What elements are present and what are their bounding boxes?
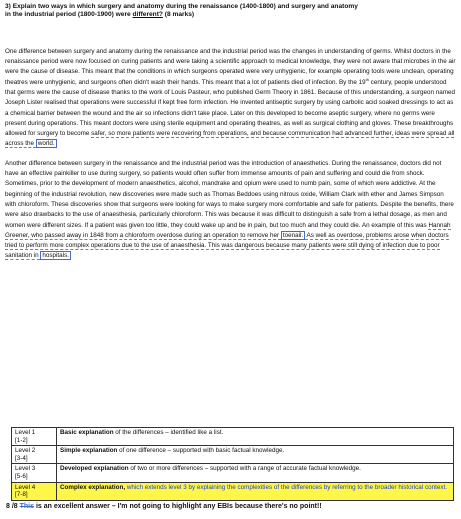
rubric-row-1 xyxy=(12,428,454,446)
rubric-level-label: Level 2 xyxy=(15,447,36,455)
rubric-descriptor-rest: of the differences – identified like a list. xyxy=(113,429,224,436)
rubric-level-cell xyxy=(12,446,57,464)
rubric-level-cell xyxy=(12,464,57,482)
para2-dashed-text-2: As well as overdose, problems arose when doctors tried to perform more complex operations due to the use of anaesthesia. This was dangerous because many patients were still dying of infection due to poor sanitation in xyxy=(5,231,449,260)
para1-dashed-text: safer, so more patients were recovering from operations, and because communication had advanced further, ideas were spread all across the xyxy=(5,130,455,148)
score: 8 /8 xyxy=(6,503,20,510)
rubric-descriptor-rest: of two or more differences – supported with a range of accurate factual knowledge. xyxy=(128,465,361,473)
rubric-description xyxy=(57,464,454,482)
rubric-description xyxy=(57,428,454,446)
rubric-row-4-highlighted xyxy=(12,482,454,500)
rubric-level-range: [3-4] xyxy=(15,454,28,462)
answer-paragraph-1 xyxy=(5,47,456,150)
feedback-text: is an excellent answer – I'm not going to highlight any EBIs because there's no point!! xyxy=(34,503,322,510)
para2-marked-word-hospitals: hospitals. xyxy=(42,252,69,260)
rubric-level-cell xyxy=(12,482,57,500)
rubric-level-range: [7-8] xyxy=(15,491,28,499)
question-emphasis: different? xyxy=(132,11,163,19)
struck-word: This xyxy=(19,503,35,510)
rubric-row-3 xyxy=(12,464,454,482)
rubric-level-cell xyxy=(12,428,57,446)
question-line-2: in the industrial period (1800-1900) were xyxy=(5,11,133,19)
rubric-level-range: [1-2] xyxy=(15,436,28,444)
rubric-descriptor-bold: Developed explanation xyxy=(60,465,129,473)
rubric-descriptor-bold: Basic explanation xyxy=(60,429,114,436)
rubric-descriptor-rest: of one difference – supported with basic factual knowledge. xyxy=(117,447,285,455)
rubric-level-label: Level 4 xyxy=(15,483,36,491)
para1-superscript: th xyxy=(365,76,369,82)
para2-text-a: Another difference between surgery in the renaissance and the industrial period was the introduction of anaesthetics. During the renaissance, doctors did not have an effective painkiller to use during surgery, so patients would often suffer from immense amounts of pain and suffering and could die from shock. Sometimes, prior to the development of modern anaesthetics, alcohol, mandrake and opium were used to numb pain, some of which were addictive. At the beginning of the industrial revolution, new discoveries were made such as Thomas Beddoes using nitrous oxide, William Clark with ether and James Simpson with chloroform. These discoveries show that surgeons were looking for ways to make surgery more comfortable and safe for patients. Despite the benefits, there were also drawbacks to the use of anaesthesia, particularly chloroform. This was because it was difficult to distinguish a safe from a lethal dosage, as men and women were different sizes. If a patient was given too little, they could wake up and be in pain, but too much and they could die. An example of this was xyxy=(5,159,454,229)
answer-paragraph-2 xyxy=(5,159,456,262)
para1-marked-word: world. xyxy=(37,140,55,148)
mark-scheme-table xyxy=(11,427,454,501)
rubric-level-label: Level 1 xyxy=(15,429,36,436)
rubric-descriptor-rest: which extends level 3 by explaining the complexities of the differences by referring to the broader historical context. xyxy=(125,483,447,491)
rubric-descriptor-bold: Complex explanation, xyxy=(60,483,126,491)
rubric-level-label: Level 3 xyxy=(15,465,36,473)
rubric-description xyxy=(57,482,454,500)
para1-text-b: century, people understood that germs were the cause of disease thanks to the work of Louis Pasteur, who published Germ Theory in 1861. Because of this understanding, a surgeon named Joseph Lister realised that operations were successful if kept free form infection. He invented antiseptic surgery by using carbolic acid soaked dressings to act as a chemical barrier between the wound and the air so infections didn't take place. Later on this developed to become aseptic surgery, where no germs were present during operations. This meant doctors were using sterile equipment and operating theatres, as well as surgical clothing and gloves. These breakthroughs allowed for surgery to become xyxy=(5,78,456,138)
rubric-row-2 xyxy=(12,446,454,464)
para2-dashed-text: Hannah Greener, who passed away in 1848 from a chloroform overdose during an operation to remove her xyxy=(5,221,451,239)
rubric-description xyxy=(57,446,454,464)
question-prompt xyxy=(5,3,456,20)
rubric-level-range: [5-6] xyxy=(15,472,28,480)
para1-text-a: One difference between surgery and anatomy during the renaissance and the industrial period was the changes in understanding of germs. Whilst doctors in the renaissance period were now focused on curing patients and were taking a scientific approach to medical knowledge, they were not aware that microbes in the air were the cause of disease. This meant that the conditions in which surgeons operated were very unhygienic, for example operating tools were unclean, operating theatres were unhygienic, and surgeons often didn't wash their hands. This meant that a lot of patients died of infection. By the 19 xyxy=(5,47,456,86)
document-page xyxy=(5,3,456,262)
question-line-1: 3) Explain two ways in which surgery and anatomy during the renaissance (1400-1800) and surgery and anatomy xyxy=(5,3,358,10)
rubric-descriptor-bold: Simple explanation xyxy=(60,447,118,455)
question-marks: (8 marks) xyxy=(164,11,195,19)
teacher-feedback xyxy=(6,502,322,511)
para2-marked-word-toenail: toenail. xyxy=(282,231,304,239)
